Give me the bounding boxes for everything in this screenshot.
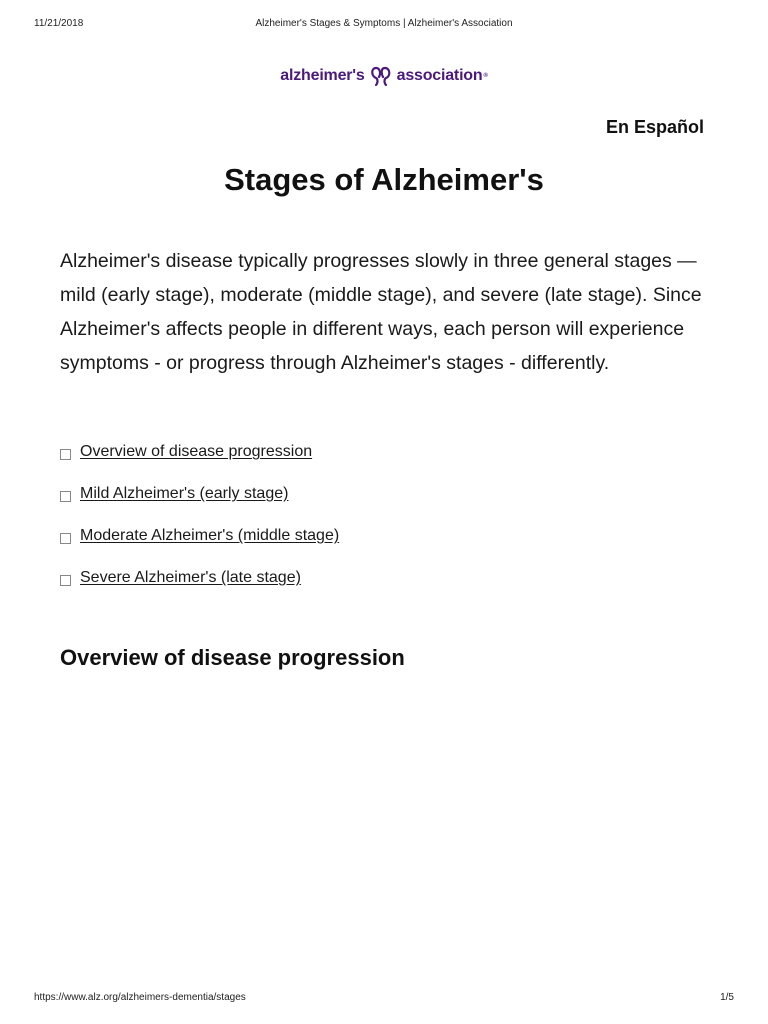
table-of-contents — [60, 443, 339, 611]
bullet-icon — [60, 449, 71, 460]
toc-link-mild[interactable]: Mild Alzheimer's (early stage) — [80, 485, 289, 502]
toc-item-mild — [60, 485, 339, 527]
bullet-icon — [60, 533, 71, 544]
print-page-title: Alzheimer's Stages & Symptoms | Alzheimer's Association — [255, 18, 513, 29]
association-mark-icon — [370, 64, 392, 88]
registered-mark: ® — [483, 73, 488, 79]
page-title: Stages of Alzheimer's — [224, 162, 544, 197]
toc-link-moderate[interactable]: Moderate Alzheimer's (middle stage) — [80, 527, 340, 544]
logo-text-right: association — [396, 67, 483, 84]
alzheimers-association-logo[interactable] — [0, 64, 768, 88]
print-page-number: 1/5 — [720, 992, 734, 1003]
bullet-icon — [60, 575, 71, 586]
toc-item-overview — [60, 443, 339, 485]
toc-link-severe[interactable]: Severe Alzheimer's (late stage) — [80, 569, 301, 586]
print-url: https://www.alz.org/alzheimers-dementia/stages — [34, 992, 246, 1003]
print-date: 11/21/2018 — [34, 18, 84, 29]
toc-item-moderate — [60, 527, 339, 569]
spanish-language-link[interactable]: En Español — [605, 117, 704, 137]
section-heading-overview: Overview of disease progression — [60, 645, 405, 670]
toc-item-severe — [60, 569, 339, 611]
toc-link-overview[interactable]: Overview of disease progression — [80, 443, 313, 460]
intro-paragraph: Alzheimer's disease typically progresses slowly in three general stages — mild (early stage), moderate (middle stage), and severe (late stage). Since Alzheimer's affects people in different ways, each person will experience symptoms - or progress through Alzheimer's stages - differently. — [60, 250, 702, 374]
logo-text-left: alzheimer's — [280, 67, 365, 84]
bullet-icon — [60, 491, 71, 502]
